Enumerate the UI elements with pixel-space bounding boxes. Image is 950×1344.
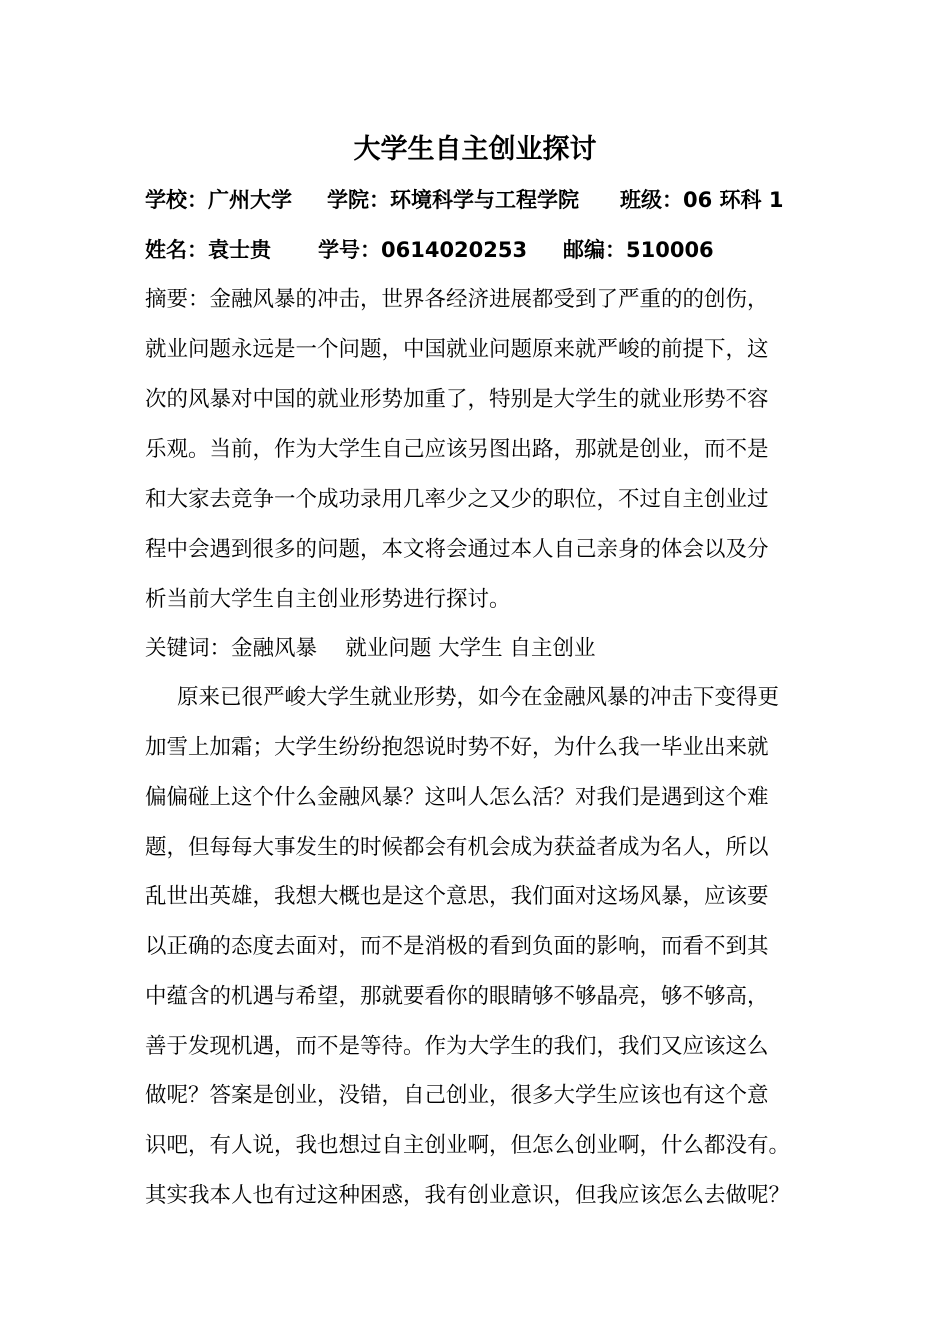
info-row-school — [145, 184, 783, 216]
body-line: 乱世出英雄，我想大概也是这个意思，我们面对这场风暴，应该要 — [145, 884, 769, 909]
student-id-field: 学号：0614020253 — [318, 238, 528, 262]
body-line: 加雪上加霜；大学生纷纷抱怨说时势不好，为什么我一毕业出来就 — [145, 735, 769, 760]
body-line: 偏偏碰上这个什么金融风暴？这叫人怎么活？对我们是遇到这个难 — [145, 785, 769, 810]
abstract-line: 乐观。当前，作为大学生自己应该另图出路，那就是创业，而不是 — [145, 437, 769, 462]
body-line: 原来已很严峻大学生就业形势，如今在金融风暴的冲击下变得更 — [177, 685, 780, 710]
abstract-line: 程中会遇到很多的问题，本文将会通过本人自己亲身的体会以及分 — [145, 537, 769, 562]
body-line: 其实我本人也有过这种困惑，我有创业意识，但我应该怎么去做呢？ — [145, 1183, 791, 1208]
abstract-line: 次的风暴对中国的就业形势加重了，特别是大学生的就业形势不容 — [145, 387, 769, 412]
school-field: 学校：广州大学 — [145, 188, 292, 212]
body-line: 以正确的态度去面对，而不是消极的看到负面的影响，而看不到其 — [145, 934, 769, 959]
abstract-line: 就业问题永远是一个问题，中国就业问题原来就严峻的前提下，这 — [145, 337, 769, 362]
name-field: 姓名：袁士贵 — [145, 238, 271, 262]
abstract-line: 和大家去竞争一个成功录用几率少之又少的职位，不过自主创业过 — [145, 487, 769, 512]
body-line: 善于发现机遇，而不是等待。作为大学生的我们，我们又应该这么 — [145, 1034, 769, 1059]
document-title: 大学生自主创业探讨 — [353, 134, 597, 165]
body-line: 识吧，有人说，我也想过自主创业啊，但怎么创业啊，什么都没有。 — [145, 1133, 791, 1158]
abstract-line: 摘要：金融风暴的冲击，世界各经济进展都受到了严重的的创伤， — [145, 287, 769, 312]
body-line: 做呢？答案是创业，没错，自己创业，很多大学生应该也有这个意 — [145, 1083, 769, 1108]
body-line: 题，但每每大事发生的时候都会有机会成为获益者成为名人，所以 — [145, 835, 769, 860]
info-row-student — [145, 234, 714, 266]
class-field: 班级：06 环科 1 — [620, 188, 784, 212]
keywords: 关键词：金融风暴 就业问题 大学生 自主创业 — [145, 636, 596, 661]
postcode-field: 邮编：510006 — [563, 238, 714, 262]
abstract-line: 析当前大学生自主创业形势进行探讨。 — [145, 587, 511, 612]
body-line: 中蕴含的机遇与希望，那就要看你的眼睛够不够晶亮，够不够高， — [145, 984, 769, 1009]
college-field: 学院：环境科学与工程学院 — [327, 188, 579, 212]
